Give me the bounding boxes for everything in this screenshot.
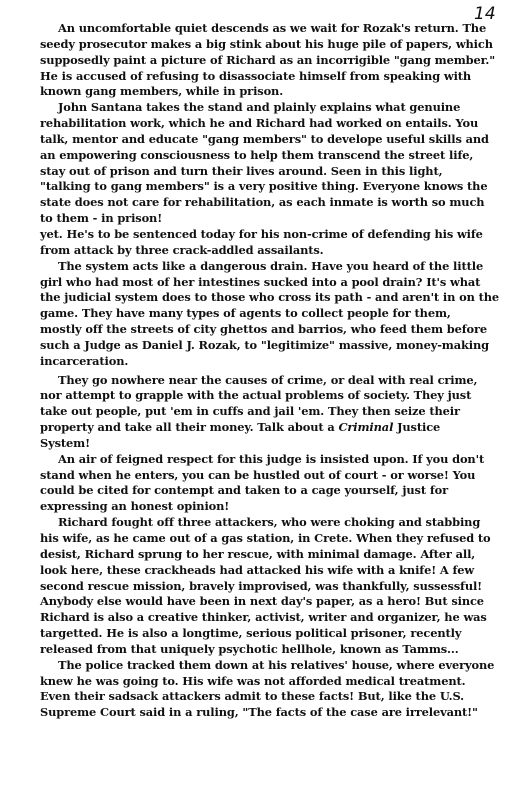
text-line: knew he was going to. His wife was not afforded medical treatment. (40, 673, 466, 688)
text-line: desist, Richard sprung to her rescue, with minimal damage. After all, (40, 546, 476, 561)
text-line: expressing an honest opinion! (40, 499, 230, 514)
paragraph (40, 373, 488, 452)
text-line: look here, these crackheads had attacked his wife with a knife! A few (40, 562, 475, 577)
text-line: stand when he enters, you can be hustled out of court - or worse! You (40, 467, 476, 482)
text-line: supposedly paint a picture of Richard as an incorrigible "gang member." (40, 52, 496, 67)
text-line: An uncomfortable quiet descends as we wait for Rozak's return. The (58, 21, 487, 35)
text-line: his wife, as he came out of a gas station, in Crete. When they refused to (40, 531, 491, 545)
text-line: such a Judge as Daniel J. Rozak, to "legitimize" massive, money-making (40, 337, 489, 352)
paragraph (40, 515, 491, 658)
text-line: Supreme Court said in a ruling, "The facts of the case are irrelevant!" (40, 705, 478, 720)
text-line: System! (40, 435, 90, 450)
paragraph (40, 452, 488, 515)
paragraph (40, 100, 488, 227)
text-line: seedy prosecutor makes a big stink about his huge pile of papers, which (40, 36, 493, 51)
text-line: known gang members, while in prison. (40, 84, 284, 99)
text-line: mostly off the streets of city ghettos and barrios, who feed them before (40, 322, 488, 337)
text-line: Richard is also a creative thinker, activist, writer and organizer, he was (40, 610, 487, 625)
text-line: He is accused of refusing to disassociate himself from speaking with (40, 68, 472, 83)
text-line: released from that uniquely psychotic hellhole, known as Tamms... (40, 641, 459, 656)
text-line: targetted. He is also a longtime, serious political prisoner, recently (40, 626, 462, 641)
text-line: the judicial system does to those who cross its path - and aren't in on the (40, 290, 500, 305)
paragraph (40, 21, 496, 100)
body-text (40, 21, 500, 721)
text-line: They go nowhere near the causes of crime, or deal with real crime, (58, 372, 478, 387)
text-line: The police tracked them down at his relatives' house, where everyone (58, 657, 495, 672)
text-line: The system acts like a dangerous drain. Have you heard of the little (58, 258, 484, 273)
text-line: to them - in prison! (40, 211, 163, 226)
text-line: an empowering consciousness to help them transcend the street life, (40, 147, 474, 162)
text-line: nor attempt to grapple with the actual problems of society. They just (40, 388, 472, 403)
text-line: second rescue mission, bravely improvised, was thankfully, sussessful! (40, 578, 483, 593)
text-line: state does not care for rehabilitation, as each inmate is worth so much (40, 195, 485, 210)
text-line: Richard fought off three attackers, who were choking and stabbing (58, 515, 481, 530)
text-line: property and take all their money. Talk about a Criminal Justice (40, 420, 441, 435)
paragraph (40, 227, 488, 259)
text-line: yet. He's to be sentenced today for his non-crime of defending his wife (40, 226, 483, 241)
paragraph (40, 258, 500, 370)
text-line: take out people, put 'em in cuffs and jail 'em. They then seize their (40, 404, 460, 419)
text-line: John Santana takes the stand and plainly explains what genuine (58, 100, 461, 115)
text-line: "talking to gang members" is a very positive thing. Everyone knows the (40, 179, 488, 194)
text-line: incarceration. (40, 353, 129, 368)
text-line: game. They have many types of agents to collect people for them, (40, 306, 451, 321)
text-line: from attack by three crack-addled assailants. (40, 242, 324, 257)
text-line: stay out of prison and turn their lives around. Seen in this light, (40, 163, 443, 178)
page-number: 14 (474, 4, 496, 24)
text-line: rehabilitation work, which he and Richard had worked on entails. You (40, 116, 479, 131)
text-line: could be cited for contempt and taken to a cage yourself, just for (40, 483, 448, 498)
text-line: Even their sadsack attackers admit to these facts! But, like the U.S. (40, 689, 464, 704)
paragraph (40, 657, 495, 721)
text-line: Anybody else would have been in next day's paper, as a hero! But since (40, 594, 484, 609)
text-line: An air of feigned respect for this judge is insisted upon. If you don't (58, 451, 485, 466)
text-line: talk, mentor and educate "gang members" to develope useful skills and (40, 131, 489, 146)
text-line: girl who had most of her intestines sucked into a pool drain? It's what (40, 274, 481, 289)
